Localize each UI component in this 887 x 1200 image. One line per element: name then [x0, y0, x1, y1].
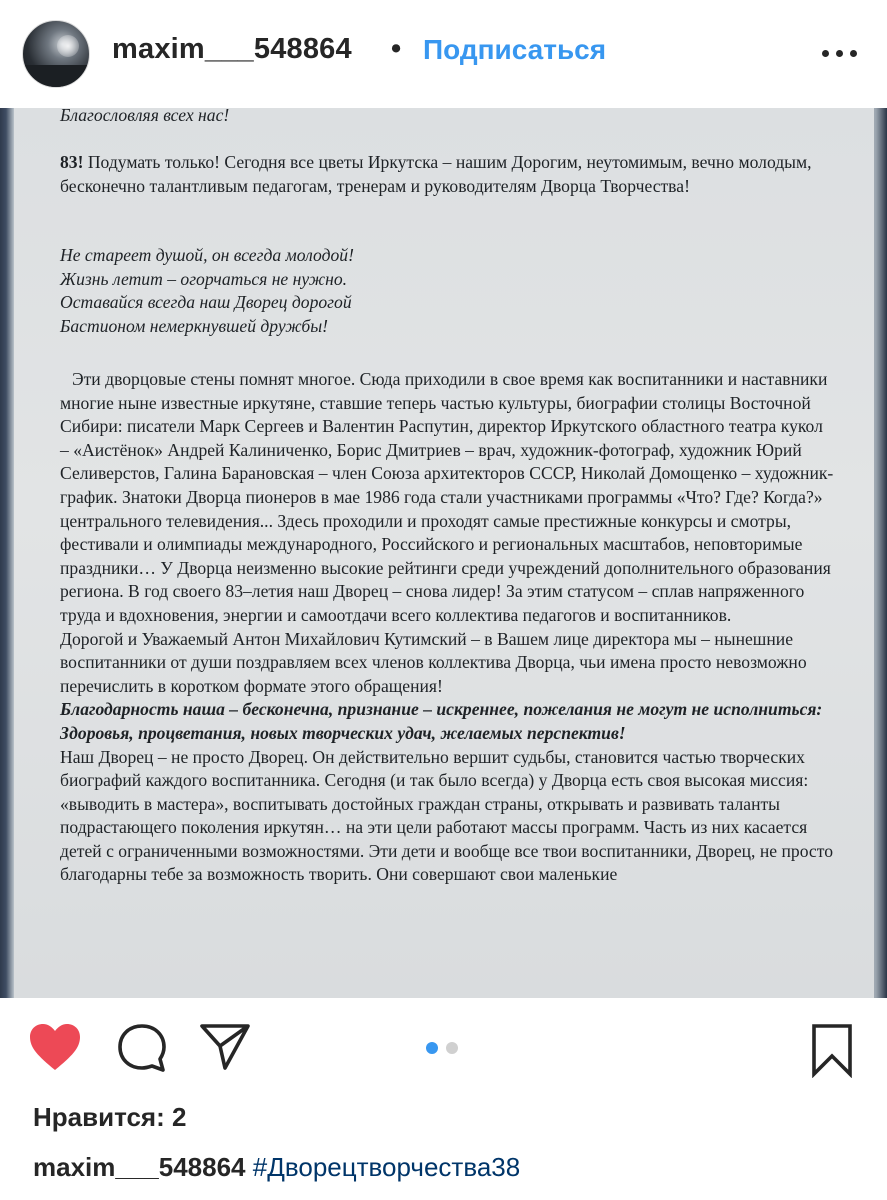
doc-paragraph-gratitude: Благодарность наша – бесконечна, признание – искреннее, пожелания не могут не исполниться: Здоровья, процветания, новых творческих удач, желаемых перспектив! [60, 699, 823, 743]
follow-button[interactable]: Подписаться [423, 34, 607, 65]
post-author-username[interactable]: maxim___548864 [112, 33, 352, 65]
poem-line: Оставайся всегда наш Дворец дорогой [60, 292, 352, 313]
action-bar [0, 998, 887, 1098]
carousel-indicator [424, 1042, 464, 1056]
more-icon[interactable] [818, 34, 862, 70]
header-separator: • [391, 33, 402, 65]
poem-line: Жизнь летит – огорчаться не нужно. [60, 268, 348, 289]
likes-count[interactable]: Нравится: 2 [33, 1102, 187, 1132]
doc-paragraph-history: Эти дворцовые стены помнят многое. Сюда приходили в свое время как воспитанники и наставники многие ныне известные иркутяне, ставшие теперь частью культуры, биографии столицы Восточной Сибири: писатели Марк Сергеев и Валентин Распутин, директор Иркутского областного театра кукол – «Аистёнок» Андрей Калиниченко, Борис Дмитриев – врач, художник-фотограф, художник Юрий Селиверстов, Галина Барановская – член Союза архитекторов СССР, Николай Домощенко – художник-график. Знатоки Дворца пионеров в мае 1986 года стали участниками программы «Что? Где? Когда?» центрального телевидения... Здесь проходили и проходят самые престижные конкурсы и смотры, фестивали и олимпиады международного, Российского и региональных масштабов, неповторимые праздники… У Дворца неизменно высокие рейтинги среди учреждений дополнительного образования региона. В год своего 83–летия наш Дворец – снова лидер! За этим статусом – сплав напряженного труда и вдохновения, энергии и самоотдачи всего коллектива педагогов и воспитанников. [60, 369, 834, 625]
post-header [0, 0, 887, 108]
doc-paragraph-director: Дорогой и Уважаемый Антон Михайлович Кутимский – в Вашем лице директора мы – нынешние воспитанники от души поздравляем всех членов коллектива Дворца, чьи имена просто невозможно перечислить в коротком формате этого обращения! [60, 628, 807, 696]
caption-username[interactable]: maxim___548864 [33, 1152, 246, 1182]
avatar-light [57, 35, 79, 57]
poem-line: Не стареет душой, он всегда молодой! [60, 245, 354, 265]
doc-line-top: Благословляя всех нас! [60, 108, 230, 125]
doc-paragraph-83 [60, 151, 840, 198]
avatar[interactable] [22, 20, 90, 88]
heart-icon[interactable] [28, 1022, 82, 1072]
doc-83-number: 83! [60, 152, 84, 172]
doc-main-body [60, 368, 836, 887]
doc-poem [60, 244, 354, 338]
share-icon[interactable] [198, 1020, 252, 1072]
post-photo[interactable] [0, 108, 887, 998]
doc-83-text: Подумать только! Сегодня все цветы Иркутска – нашим Дорогим, неутомимым, вечно молодым, бесконечно талантливым педагогам, тренерам и руководителям Дворца Творчества! [60, 152, 812, 196]
bookmark-icon[interactable] [808, 1022, 856, 1078]
caption-hashtag[interactable]: #Дворецтворчества38 [252, 1152, 521, 1182]
comment-icon[interactable] [116, 1022, 168, 1074]
carousel-dot [446, 1042, 458, 1054]
document-paper [14, 108, 874, 998]
carousel-dot-active [426, 1042, 438, 1054]
avatar-dark-base [23, 65, 90, 88]
poem-line: Бастионом немеркнувшей дружбы! [60, 315, 328, 336]
doc-paragraph-mission: Наш Дворец – не просто Дворец. Он действительно вершит судьбы, становится частью творческих биографий каждого воспитанника. Сегодня (и так было всегда) у Дворца есть своя высокая миссия: «выводить в мастера», воспитывать достойных граждан страны, открывать и развивать таланты подрастающего поколения иркутян… на эти цели работают массы программ. Часть из них касается детей с ограниченными возможностями. Эти дети и вообще все твои воспитанники, Дворец, не просто благодарны тебе за возможность творить. Они совершают свои маленькие [60, 746, 833, 885]
post-caption [33, 1152, 520, 1183]
